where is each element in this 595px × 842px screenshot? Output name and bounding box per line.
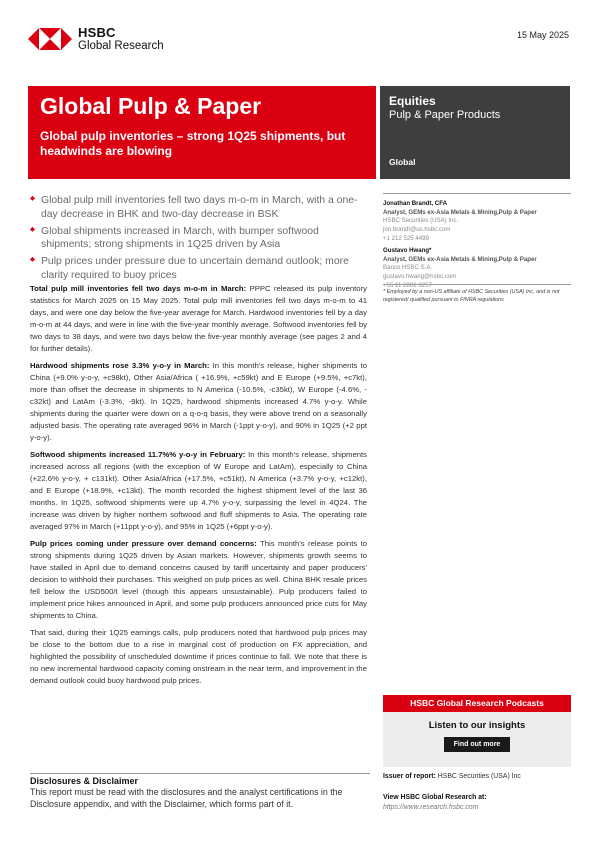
issuer-line xyxy=(383,773,571,780)
issuer-label: Issuer of report: xyxy=(383,773,436,780)
podcast-promo xyxy=(383,695,571,767)
body-paragraph xyxy=(30,538,367,622)
hsbc-hexagon-icon xyxy=(28,27,72,51)
key-points xyxy=(30,194,370,286)
paragraph-text: PPPC released its pulp inventory statistics for March 2025 on 15 May 2025. Total pulp mill inventories fell two days m-o-m to 41 days, and were one day below the five-year average for March. Hardwood inventories fell by a day m-o-m at 44 days, and were in line with the five-year monthly average. Softwood inventories fell by two days to 38 days, and were two days below the five-year monthly average (see pages 2 and 4 for further details). xyxy=(30,284,367,354)
body-paragraph xyxy=(30,449,367,533)
analyst-title: Analyst, GEMs ex-Asia Metals & Mining,Pulp & Paper xyxy=(383,208,537,216)
issuer-value: HSBC Securities (USA) Inc xyxy=(435,773,521,780)
paragraph-lead: Total pulp mill inventories fell two days m-o-m in March: xyxy=(30,284,247,293)
category-banner xyxy=(380,86,570,179)
paragraph-text: That said, during their 1Q25 earnings calls, pulp producers noted that hardwood pulp prices may be close to the bottom due to a rise in marginal cost of production on FX appreciation, and highlighted the possibility of unscheduled downtime if prices continue to fall. We note that there is no new incremental hardwood capacity coming onstream in the near term, and improvement in the demand outlook could buoy hardwood pulp prices. xyxy=(30,628,367,686)
paragraph-text: In this month's release, shipments increased across all regions (with the exception of W Europe and LatAm), especially to China (+22.6% y-o-y, + c131kt). Other Asia/Africa (+17.5%, +c51kt), N America (+3.7% y-o-y, +c12kt), and E Europe (+18.9%, +c13kt). The month recorded the highest shipment level of the last 36 months. In 1Q25, softwood shipments were up 4.7% y-o-y, surpassing the level in 4Q24. The increase was driven by higher northern softwood and fluff shipments to Asia. The operating rate averaged 97% in March (+11ppt y-o-y), and 95% in 1Q25 (+6ppt y-o-y). xyxy=(30,450,367,532)
disclosures-body: This report must be read with the disclosures and the analyst certifications in the Disclosure appendix, and with the Disclaimer, which forms part of it. xyxy=(30,787,343,809)
analyst-phone: +1 212 525 4499 xyxy=(383,234,429,242)
podcast-tagline: Listen to our insights xyxy=(428,720,526,731)
report-title: Global Pulp & Paper xyxy=(40,93,262,119)
analyst-email[interactable]: gustavo.hwang@hsbc.com xyxy=(383,273,457,281)
analyst-name: Gustavo Hwang* xyxy=(383,247,432,255)
key-point: ◆ Global shipments increased in March, with bumper softwood shipments; strong shipments in 1Q25 driven by Asia xyxy=(30,225,370,253)
research-link[interactable]: https://www.research.hsbc.com xyxy=(383,804,479,811)
analyst-email[interactable]: jon.brandt@us.hsbc.com xyxy=(383,225,451,233)
body-paragraph xyxy=(30,360,367,444)
body-paragraph xyxy=(30,283,367,355)
view-title: View HSBC Global Research at: xyxy=(383,794,487,801)
brand-name: HSBC xyxy=(78,25,116,40)
paragraph-lead: Pulp prices coming under pressure over demand concerns: xyxy=(30,539,257,549)
paragraph-lead: Softwood shipments increased 11.7%% y-o-y in February: xyxy=(30,450,246,460)
report-body xyxy=(30,283,367,693)
key-point: ◆ Global pulp mill inventories fell two days m-o-m in March, with a one-day decrease in BHK and two-day decrease in BSK xyxy=(30,194,370,222)
brand-subtitle: Global Research xyxy=(78,39,164,52)
body-paragraph xyxy=(30,627,367,687)
paragraph-text: In this month's release, higher shipments to China (+9.0% y-o-y, +c98kt), Other Asia/Africa ( +16.9%, +c59kt) and E Europe (+9.5%, +c7kt), more than offset the decrease in shipments to N America (-10.5%, -c35kt), W Europe (-4.6%, -c32kt) and LatAm (-3.3%, -9kt). In 1Q25, hardwood shipments increased 4.7% y-o-y. While shipments during the quarter were down on a q-o-q basis, they were above trend on a seasonally adjusted basis. The operating rate averaged 96% in March (-1ppt y-o-y), and 90% in 1Q25 (+2 ppt y-o-y). xyxy=(30,361,367,443)
disclosures-title: Disclosures & Disclaimer xyxy=(30,776,139,786)
view-research xyxy=(383,793,571,813)
sector-label: Pulp & Paper Products xyxy=(389,109,501,121)
paragraph-lead: Hardwood shipments rose 3.3% y-o-y in March: xyxy=(30,361,210,371)
analyst-firm: Banco HSBC S.A. xyxy=(383,264,433,272)
find-out-more-button[interactable]: Find out more xyxy=(444,737,511,752)
podcast-heading: HSBC Global Research Podcasts xyxy=(383,695,571,712)
report-subtitle: Global pulp inventories – strong 1Q25 shipments, but headwinds are blowing xyxy=(40,129,346,159)
analyst-card xyxy=(383,200,571,243)
region-label: Global xyxy=(389,157,416,167)
analyst-footnote: * Employed by a non-US affiliate of HSBC Securities (USA) Inc, and is not registered/ qualified pursuant to FINRA regulations xyxy=(383,284,571,305)
paragraph-text: This month's release points to strong shipments during 1Q25 driven by Asian markets. However, shipments growth seems to have stalled in April due to demand concerns caused by tariff uncertainty and paper producers' decision to withhold their purchases. This weighed on pulp prices as well. China BHK resale prices fell below the USD500/t level (though this appears unsustainable). Pulp producers failed to implement price hikes announced in April, and some pulp producers announced price cuts for May shipments to China. xyxy=(30,539,367,621)
analyst-title: Analyst, GEMs ex-Asia Metals & Mining,Pulp & Paper xyxy=(383,255,537,263)
category-label: Equities xyxy=(389,94,436,108)
analyst-name: Jonathan Brandt, CFA xyxy=(383,200,447,207)
analyst-phone: +55 11 2802 3257 xyxy=(383,281,432,289)
title-banner xyxy=(28,86,376,179)
hsbc-logo xyxy=(28,26,164,52)
disclosures-section xyxy=(30,773,370,810)
analyst-panel xyxy=(383,193,571,294)
key-point: ◆ Pulp prices under pressure due to uncertain demand outlook; more clarity required to buoy prices xyxy=(30,255,370,283)
report-date: 15 May 2025 xyxy=(516,30,569,40)
analyst-firm: HSBC Securities (USA) Inc. xyxy=(383,217,459,225)
